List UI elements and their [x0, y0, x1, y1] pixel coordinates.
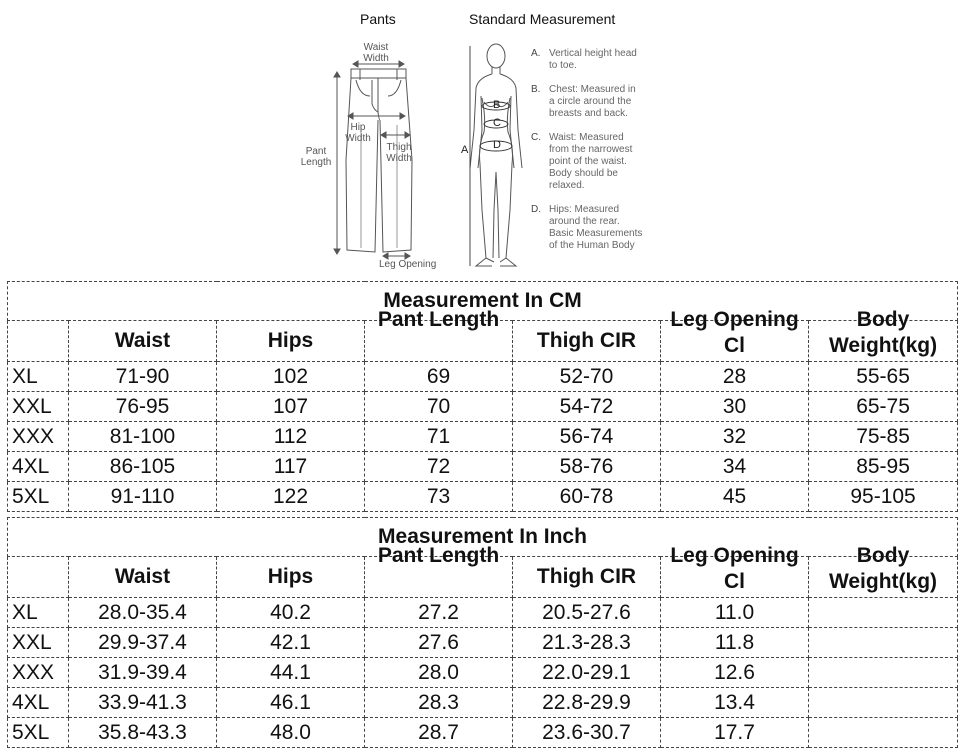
table-cell: 52-70: [513, 362, 661, 392]
cm-header-waist: Waist: [69, 321, 217, 362]
inch-header-thigh-cir: Thigh CIR: [513, 557, 661, 598]
note-c-text: Waist: Measured from the narrowest point of the waist. Body should be relaxed.: [549, 132, 633, 191]
table-cell: 45: [661, 482, 809, 512]
table-cell: 27.2: [365, 598, 513, 628]
cm-header-body-weight: Body Weight(kg): [809, 321, 958, 362]
table-row: [8, 598, 958, 628]
table-cell: 13.4: [661, 688, 809, 718]
table-cell: 28.3: [365, 688, 513, 718]
table-cell: 40.2: [217, 598, 365, 628]
body-illustration: [0, 0, 962, 280]
note-b-letter: B.: [531, 84, 541, 95]
size-cell: 5XL: [8, 718, 69, 748]
pant-length-label: Pant Length: [300, 146, 332, 168]
table-cell: 46.1: [217, 688, 365, 718]
table-cell: [809, 718, 958, 748]
cm-header-pant-length: Pant Length: [365, 321, 513, 362]
table-cell: 122: [217, 482, 365, 512]
table-cell: 20.5-27.6: [513, 598, 661, 628]
inch-header-leg-opening: Leg Opening Cl: [661, 557, 809, 598]
table-cell: 17.7: [661, 718, 809, 748]
table-cell: 23.6-30.7: [513, 718, 661, 748]
table-cell: 33.9-41.3: [69, 688, 217, 718]
inch-header-body-weight: Body Weight(kg): [809, 557, 958, 598]
table-cell: 102: [217, 362, 365, 392]
inch-table-title: Measurement In Inch: [8, 518, 958, 557]
table-row: [8, 452, 958, 482]
table-cell: 54-72: [513, 392, 661, 422]
standard-measurement-title: Standard Measurement: [469, 11, 616, 27]
table-cell: 35.8-43.3: [69, 718, 217, 748]
table-cell: 85-95: [809, 452, 958, 482]
leg-opening-label: Leg Opening: [379, 259, 437, 270]
body-letter-d: D: [493, 139, 501, 151]
table-cell: 22.8-29.9: [513, 688, 661, 718]
note-d-text: Hips: Measured around the rear. Basic Measurements of the Human Body: [549, 204, 643, 251]
measurement-diagram: [0, 0, 962, 280]
table-cell: 86-105: [69, 452, 217, 482]
table-cell: 21.3-28.3: [513, 628, 661, 658]
table-cell: 91-110: [69, 482, 217, 512]
table-cell: 11.8: [661, 628, 809, 658]
size-cell: 4XL: [8, 688, 69, 718]
table-cell: 58-76: [513, 452, 661, 482]
table-cell: 81-100: [69, 422, 217, 452]
cm-header-thigh-cir: Thigh CIR: [513, 321, 661, 362]
inch-header-waist: Waist: [69, 557, 217, 598]
table-cell: 31.9-39.4: [69, 658, 217, 688]
table-cell: 28.7: [365, 718, 513, 748]
table-cell: 71-90: [69, 362, 217, 392]
inch-header-pant-length: Pant Length: [365, 557, 513, 598]
table-cell: 27.6: [365, 628, 513, 658]
table-cell: 55-65: [809, 362, 958, 392]
cm-size-table: [7, 281, 958, 512]
table-cell: [809, 598, 958, 628]
note-a-text: Vertical height head to toe.: [549, 48, 637, 71]
table-row: [8, 628, 958, 658]
table-row: [8, 362, 958, 392]
note-a-letter: A.: [531, 48, 541, 59]
inch-size-table: [7, 517, 958, 748]
table-cell: 12.6: [661, 658, 809, 688]
inch-header-size: [8, 557, 69, 598]
table-cell: [809, 658, 958, 688]
table-cell: 75-85: [809, 422, 958, 452]
note-b-text: Chest: Measured in a circle around the breasts and back.: [549, 84, 636, 119]
table-row: [8, 718, 958, 748]
cm-header-hips: Hips: [217, 321, 365, 362]
size-cell: 5XL: [8, 482, 69, 512]
table-cell: 48.0: [217, 718, 365, 748]
table-row: [8, 688, 958, 718]
table-cell: 69: [365, 362, 513, 392]
size-cell: XL: [8, 598, 69, 628]
inch-header-hips: Hips: [217, 557, 365, 598]
table-cell: 65-75: [809, 392, 958, 422]
table-cell: [809, 628, 958, 658]
size-cell: XL: [8, 362, 69, 392]
table-cell: 72: [365, 452, 513, 482]
note-c-letter: C.: [531, 132, 541, 143]
waist-width-label: Waist Width: [363, 42, 389, 64]
table-cell: 29.9-37.4: [69, 628, 217, 658]
table-cell: 56-74: [513, 422, 661, 452]
table-cell: 71: [365, 422, 513, 452]
note-d-letter: D.: [531, 204, 541, 215]
table-cell: 11.0: [661, 598, 809, 628]
size-cell: XXL: [8, 628, 69, 658]
table-cell: 28.0-35.4: [69, 598, 217, 628]
cm-header-row: [8, 321, 958, 362]
table-cell: 30: [661, 392, 809, 422]
size-cell: XXX: [8, 422, 69, 452]
table-cell: 76-95: [69, 392, 217, 422]
table-row: [8, 658, 958, 688]
table-cell: 112: [217, 422, 365, 452]
table-cell: 34: [661, 452, 809, 482]
table-cell: 42.1: [217, 628, 365, 658]
table-cell: 28: [661, 362, 809, 392]
table-cell: 22.0-29.1: [513, 658, 661, 688]
body-letter-a: A: [461, 144, 469, 156]
table-row: [8, 422, 958, 452]
table-cell: [809, 688, 958, 718]
table-cell: 107: [217, 392, 365, 422]
table-cell: 28.0: [365, 658, 513, 688]
inch-header-row: [8, 557, 958, 598]
table-cell: 95-105: [809, 482, 958, 512]
pants-title: Pants: [360, 11, 396, 27]
cm-header-size: [8, 321, 69, 362]
table-cell: 60-78: [513, 482, 661, 512]
table-cell: 44.1: [217, 658, 365, 688]
table-cell: 32: [661, 422, 809, 452]
table-row: [8, 392, 958, 422]
cm-header-leg-opening: Leg Opening Cl: [661, 321, 809, 362]
table-row: [8, 482, 958, 512]
size-cell: XXX: [8, 658, 69, 688]
table-cell: 117: [217, 452, 365, 482]
body-letter-b: B: [493, 99, 501, 111]
body-letter-c: C: [493, 117, 501, 129]
table-cell: 73: [365, 482, 513, 512]
thigh-width-label: Thigh Width: [386, 142, 412, 164]
cm-table-title: Measurement In CM: [8, 282, 958, 321]
table-cell: 70: [365, 392, 513, 422]
size-cell: 4XL: [8, 452, 69, 482]
hip-width-label: Hip Width: [345, 122, 371, 144]
size-cell: XXL: [8, 392, 69, 422]
